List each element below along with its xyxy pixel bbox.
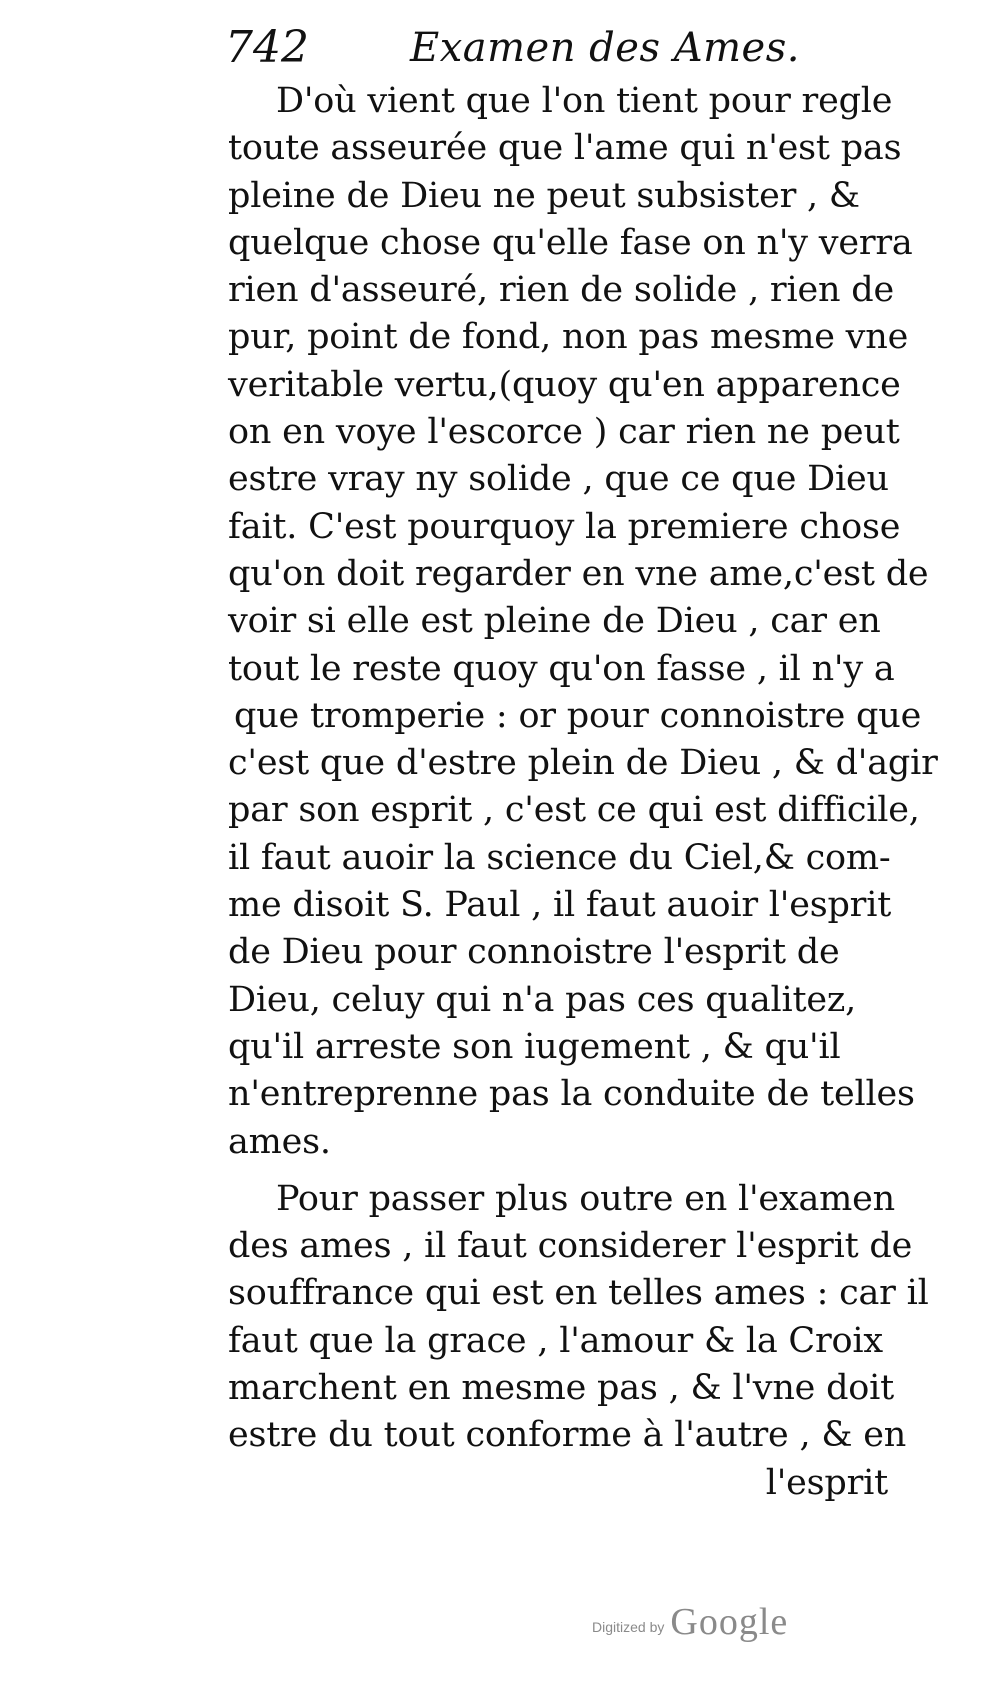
text-line: on en voye l'escorce ) car rien ne peut <box>228 412 900 453</box>
text-line: ames. <box>228 1121 331 1162</box>
text-line: n'entreprenne pas la conduite de telles <box>228 1074 915 1115</box>
text-line: des ames , il faut considerer l'esprit de <box>228 1226 913 1267</box>
text-line: de Dieu pour connoistre l'esprit de <box>228 932 840 973</box>
paragraph-1 <box>228 78 938 1166</box>
text-line: rien d'asseuré, rien de solide , rien de <box>228 270 894 311</box>
text-line: estre du tout conforme à l'autre , & en <box>228 1415 907 1456</box>
text-line: par son esprit , c'est ce qui est difficile, <box>228 790 920 831</box>
text-line: fait. C'est pourquoy la premiere chose <box>228 506 901 547</box>
text-line: Dieu, celuy qui n'a pas ces qualitez, <box>228 979 857 1020</box>
text-line: qu'on doit regarder en vne ame,c'est de <box>228 553 929 594</box>
text-line: qu'il arreste son iugement , & qu'il <box>228 1026 841 1067</box>
running-head <box>225 18 885 78</box>
text-line: que tromperie : or pour connoistre que <box>234 695 922 736</box>
text-line: faut que la grace , l'amour & la Croix <box>228 1320 883 1361</box>
catchword: l'esprit <box>765 1462 888 1503</box>
text-block <box>228 78 938 1507</box>
text-line: tout le reste quoy qu'on fasse , il n'y a <box>228 648 895 689</box>
digitization-watermark <box>592 1594 822 1650</box>
text-line: Pour passer plus outre en l'examen <box>276 1178 895 1219</box>
text-line: il faut auoir la science du Ciel,& com- <box>228 837 891 878</box>
text-line: pleine de Dieu ne peut subsister , & <box>228 175 860 216</box>
text-line: estre vray ny solide , que ce que Dieu <box>228 459 889 500</box>
text-line: D'où vient que l'on tient pour regle <box>276 81 893 121</box>
text-line: c'est que d'estre plein de Dieu , & d'agir <box>228 743 938 784</box>
text-line: marchent en mesme pas , & l'vne doit <box>228 1368 895 1409</box>
google-logo: Google <box>670 1601 789 1643</box>
text-line: me disoit S. Paul , il faut auoir l'esprit <box>228 885 892 926</box>
text-line: voir si elle est pleine de Dieu , car en <box>228 601 881 642</box>
text-line: quelque chose qu'elle fase on n'y verra <box>228 222 913 263</box>
paragraph-2 <box>228 1176 928 1460</box>
text-line: pur, point de fond, non pas mesme vne <box>228 317 909 358</box>
text-line: veritable vertu,(quoy qu'en apparence <box>228 364 901 405</box>
page-number: 742 <box>225 22 309 73</box>
text-line: toute asseurée que l'ame qui n'est pas <box>228 128 902 169</box>
paragraph-gap <box>228 1166 928 1176</box>
text-line: souffrance qui est en telles ames : car il <box>228 1273 929 1314</box>
watermark-prefix: Digitized by <box>592 1619 665 1635</box>
running-title: Examen des Ames. <box>410 25 800 71</box>
